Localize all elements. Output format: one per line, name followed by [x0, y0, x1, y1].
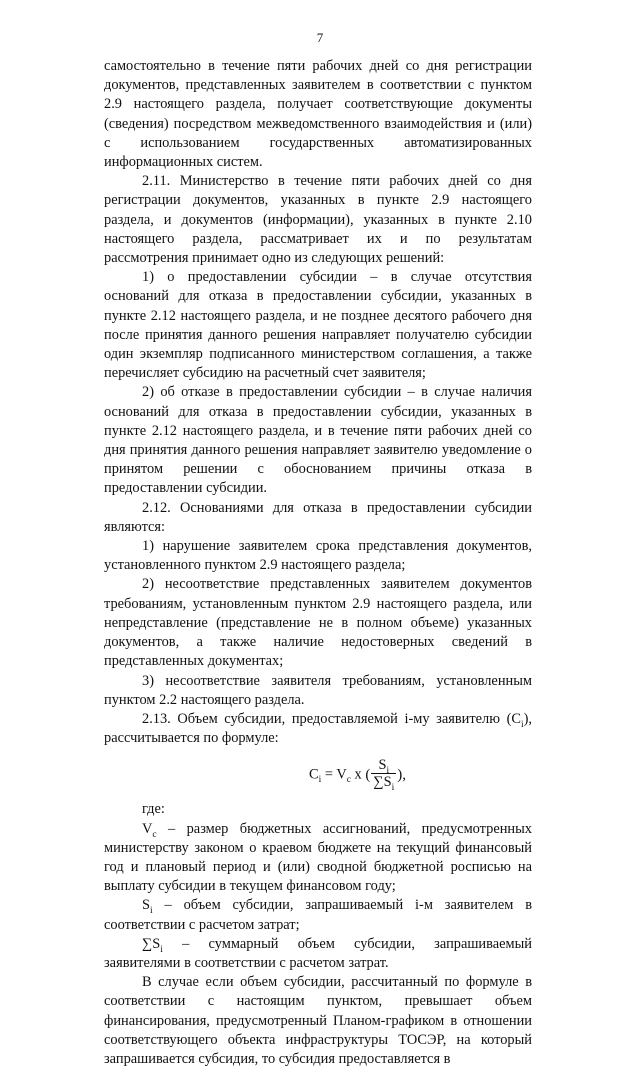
- definition-symbol-sub: i: [150, 906, 153, 917]
- formula-v: V: [336, 766, 347, 783]
- paragraph-continuation: самостоятельно в течение пяти рабочих дней со дня регистрации документов, представленных заявителем в соответствии с пунктом 2.9 настоящего раздела, получает соответствующие документы (сведения) посредством межведомственного взаимодействия и (или) с использованием государственных автоматизированных информационных систем.: [104, 58, 532, 171]
- definition-symbol: S: [142, 897, 151, 914]
- paragraph-2-11: 2.11. Министерство в течение пяти рабочих дней со дня регистрации документов, указанных в пункте 2.9 настоящего раздела, и документов (информации), указанных в пункте 2.10 настоящего раздела, рассматривает их и по результатам рассмотрения принимает одно из следующих решений:: [104, 173, 532, 267]
- subsidy-formula: [104, 748, 532, 800]
- formula-open-paren: (: [365, 766, 371, 783]
- definition-si: [104, 896, 532, 934]
- definition-symbol: ∑S: [142, 935, 161, 952]
- definition-symbol-sub: c: [152, 829, 157, 840]
- formula-denominator-symbol: ∑S: [373, 774, 392, 791]
- formula-fraction: [371, 757, 396, 794]
- document-body: [104, 57, 532, 1069]
- formula-intro-before: 2.13. Объем субсидии, предоставляемой i-му заявителю (C: [142, 710, 521, 727]
- page-number: 7: [316, 30, 324, 45]
- formula-numerator-symbol: S: [378, 757, 387, 774]
- formula-numerator: [371, 757, 396, 777]
- definition-symbol-sub: i: [160, 944, 163, 955]
- formula-close-paren: ),: [397, 766, 406, 783]
- paragraph-2-13: [104, 710, 532, 748]
- definition-text: – суммарный объем субсидии, запрашиваемый заявителями в соответствии с расчетом затрат.: [104, 935, 532, 971]
- definition-symbol: V: [142, 820, 153, 837]
- paragraph-decision-grant: 1) о предоставлении субсидии – в случае отсутствия оснований для отказа в предоставлении субсидии, указанных в пункте 2.12 настоящего раздела, и не позднее десятого рабочего дня после принятия данного решения направляет получателю субсидии один экземпляр подписанного министерством соглашения, а также перечисляет субсидию на расчетный счет заявителя;: [104, 269, 532, 382]
- definition-text: – размер бюджетных ассигнований, предусмотренных министерству законом о краевом бюджете на текущий финансовый год и плановый период и (или) сводной бюджетной росписью на выплату субсидии в текущем финансовом году;: [104, 820, 532, 895]
- formula-intro-sub: i: [520, 719, 524, 730]
- definition-text: – объем субсидии, запрашиваемый i-м заявителем в соответствии с расчетом затрат;: [104, 897, 532, 933]
- paragraph-decision-refuse: 2) об отказе в предоставлении субсидии – в случае наличия оснований для отказа в предоставлении субсидии, указанных в пункте 2.12 настоящего раздела, и в течение пяти рабочих дней со дня принятия данного решения направляет заявителю уведомление о принятом решении с обоснованием причины отказа в предоставлении субсидии.: [104, 384, 532, 497]
- formula-numerator-sub: i: [386, 766, 390, 777]
- definition-sum-si: [104, 935, 532, 973]
- definition-vc: [104, 820, 532, 897]
- formula-lhs: C: [309, 766, 319, 783]
- formula-v-sub: c: [346, 775, 351, 786]
- formula-expression: [309, 758, 406, 792]
- formula-denominator-sub: i: [391, 783, 395, 794]
- formula-denominator: [371, 774, 396, 794]
- formula-intro-after: ), рассчитывается по формуле:: [104, 710, 532, 747]
- formula-equals: =: [321, 766, 337, 783]
- formula-times: x: [350, 766, 366, 783]
- formula-lhs-sub: i: [318, 775, 322, 786]
- paragraph-ground-2: 2) несоответствие представленных заявителем документов требованиям, установленным пунктом 2.9 настоящего раздела, или непредставление (представление не в полном объеме) указанных документов, а также наличие недостоверных сведений в представленных документах;: [104, 576, 532, 670]
- where-label: где:: [142, 801, 165, 818]
- paragraph-ground-1: 1) нарушение заявителем срока представления документов, установленного пунктом 2.9 настоящего раздела;: [104, 538, 532, 574]
- paragraph-2-12: 2.12. Основаниями для отказа в предоставлении субсидии являются:: [104, 499, 532, 535]
- paragraph-ground-3: 3) несоответствие заявителя требованиям, установленным пунктом 2.2 настоящего раздела.: [104, 672, 532, 708]
- paragraph-excess-case: В случае если объем субсидии, рассчитанный по формуле в соответствии с настоящим пунктом, превышает объем финансирования, предусмотренный Планом-графиком в отношении соответствующего объекта инфраструктуры ТОСЭР, на который запрашивается субсидия, то субсидия предоставляется в: [104, 974, 532, 1067]
